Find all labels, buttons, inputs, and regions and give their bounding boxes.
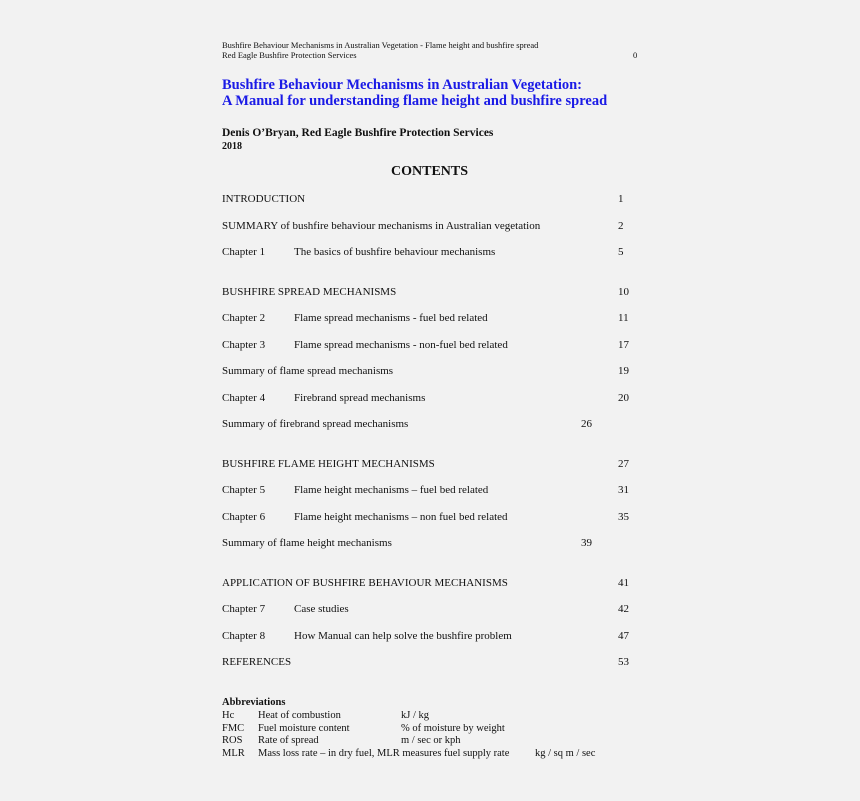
contents-heading: CONTENTS bbox=[391, 164, 469, 179]
toc-entry-page: 27 bbox=[618, 458, 629, 470]
toc-entry-label: Chapter 6 bbox=[222, 511, 266, 523]
toc-entry-label: SUMMARY of bushfire behaviour mechanisms in Australian vegetation bbox=[222, 220, 541, 232]
toc-entry-label: Chapter 1 bbox=[222, 246, 266, 258]
header-page-number: 0 bbox=[633, 50, 638, 60]
running-header-title: Bushfire Behaviour Mechanisms in Australian Vegetation - Flame height and bushfire spread bbox=[222, 40, 539, 50]
abbreviations-heading: Abbreviations bbox=[222, 697, 286, 708]
toc-entry-page: 5 bbox=[618, 246, 624, 258]
abbreviation-code: Hc bbox=[222, 710, 235, 721]
running-header-org: Red Eagle Bushfire Protection Services bbox=[222, 50, 357, 60]
toc-entry-label: Chapter 3 bbox=[222, 339, 266, 351]
abbreviation-unit: % of moisture by weight bbox=[401, 722, 505, 734]
abbreviation-code: MLR bbox=[222, 748, 245, 760]
toc-entry-page: 39 bbox=[581, 537, 592, 549]
toc-entry-page: 42 bbox=[618, 603, 629, 615]
toc-entry-label: BUSHFIRE SPREAD MECHANISMS bbox=[222, 286, 397, 298]
toc-entry-title: Flame height mechanisms – non fuel bed related bbox=[294, 511, 508, 523]
toc-entry-label: Summary of flame height mechanisms bbox=[222, 537, 392, 549]
toc-entry-page: 47 bbox=[618, 630, 629, 642]
toc-entry-page: 31 bbox=[618, 484, 629, 496]
toc-entry-label: REFERENCES bbox=[222, 656, 292, 668]
toc-entry-label: INTRODUCTION bbox=[222, 193, 306, 205]
toc-entry-page: 19 bbox=[618, 365, 629, 377]
toc-entry-label: Chapter 4 bbox=[222, 392, 266, 404]
document-title-line1: Bushfire Behaviour Mechanisms in Australian Vegetation: bbox=[222, 77, 582, 93]
toc-entry-title: Flame spread mechanisms - fuel bed related bbox=[294, 312, 488, 324]
abbreviation-unit: kg / sq m / sec bbox=[535, 748, 596, 760]
document-title-line2: A Manual for understanding flame height and bushfire spread bbox=[222, 93, 608, 109]
abbreviation-meaning: Fuel moisture content bbox=[258, 722, 350, 734]
toc-entry-label: Chapter 5 bbox=[222, 484, 266, 496]
abbreviation-unit: m / sec or kph bbox=[401, 735, 461, 747]
toc-entry-page: 26 bbox=[581, 418, 592, 430]
toc-entry-label: Chapter 8 bbox=[222, 630, 266, 642]
year: 2018 bbox=[222, 141, 242, 152]
toc-entry-page: 20 bbox=[618, 392, 629, 404]
abbreviation-code: ROS bbox=[222, 735, 243, 747]
toc-entry-label: Chapter 7 bbox=[222, 603, 266, 615]
toc-entry-title: Case studies bbox=[294, 603, 349, 615]
toc-entry-title: Firebrand spread mechanisms bbox=[294, 392, 426, 404]
toc-entry-page: 10 bbox=[618, 286, 629, 298]
abbreviation-meaning: Heat of combustion bbox=[258, 710, 341, 721]
abbreviation-meaning: Mass loss rate – in dry fuel, MLR measures fuel supply rate bbox=[258, 748, 510, 760]
toc-entry-page: 53 bbox=[618, 656, 629, 668]
toc-entry-label: APPLICATION OF BUSHFIRE BEHAVIOUR MECHANISMS bbox=[222, 577, 508, 589]
toc-entry-page: 11 bbox=[618, 312, 629, 324]
toc-entry-title: Flame height mechanisms – fuel bed related bbox=[294, 484, 489, 496]
toc-entry-page: 1 bbox=[618, 193, 624, 205]
toc-entry-label: Summary of flame spread mechanisms bbox=[222, 365, 394, 377]
toc-entry-label: BUSHFIRE FLAME HEIGHT MECHANISMS bbox=[222, 458, 435, 470]
toc-entry-label: Summary of firebrand spread mechanisms bbox=[222, 418, 409, 430]
toc-entry-title: How Manual can help solve the bushfire problem bbox=[294, 630, 512, 642]
abbreviation-unit: kJ / kg bbox=[401, 710, 430, 721]
toc-entry-page: 41 bbox=[618, 577, 629, 589]
toc-entry-label: Chapter 2 bbox=[222, 312, 266, 324]
toc-entry-page: 2 bbox=[618, 220, 624, 232]
toc-entry-page: 35 bbox=[618, 511, 629, 523]
author: Denis O’Bryan, Red Eagle Bushfire Protection Services bbox=[222, 127, 494, 139]
toc-entry-page: 17 bbox=[618, 339, 629, 351]
toc-entry-title: The basics of bushfire behaviour mechanisms bbox=[294, 246, 496, 258]
abbreviation-meaning: Rate of spread bbox=[258, 735, 319, 747]
toc-entry-title: Flame spread mechanisms - non-fuel bed related bbox=[294, 339, 508, 351]
abbreviation-code: FMC bbox=[222, 722, 245, 734]
